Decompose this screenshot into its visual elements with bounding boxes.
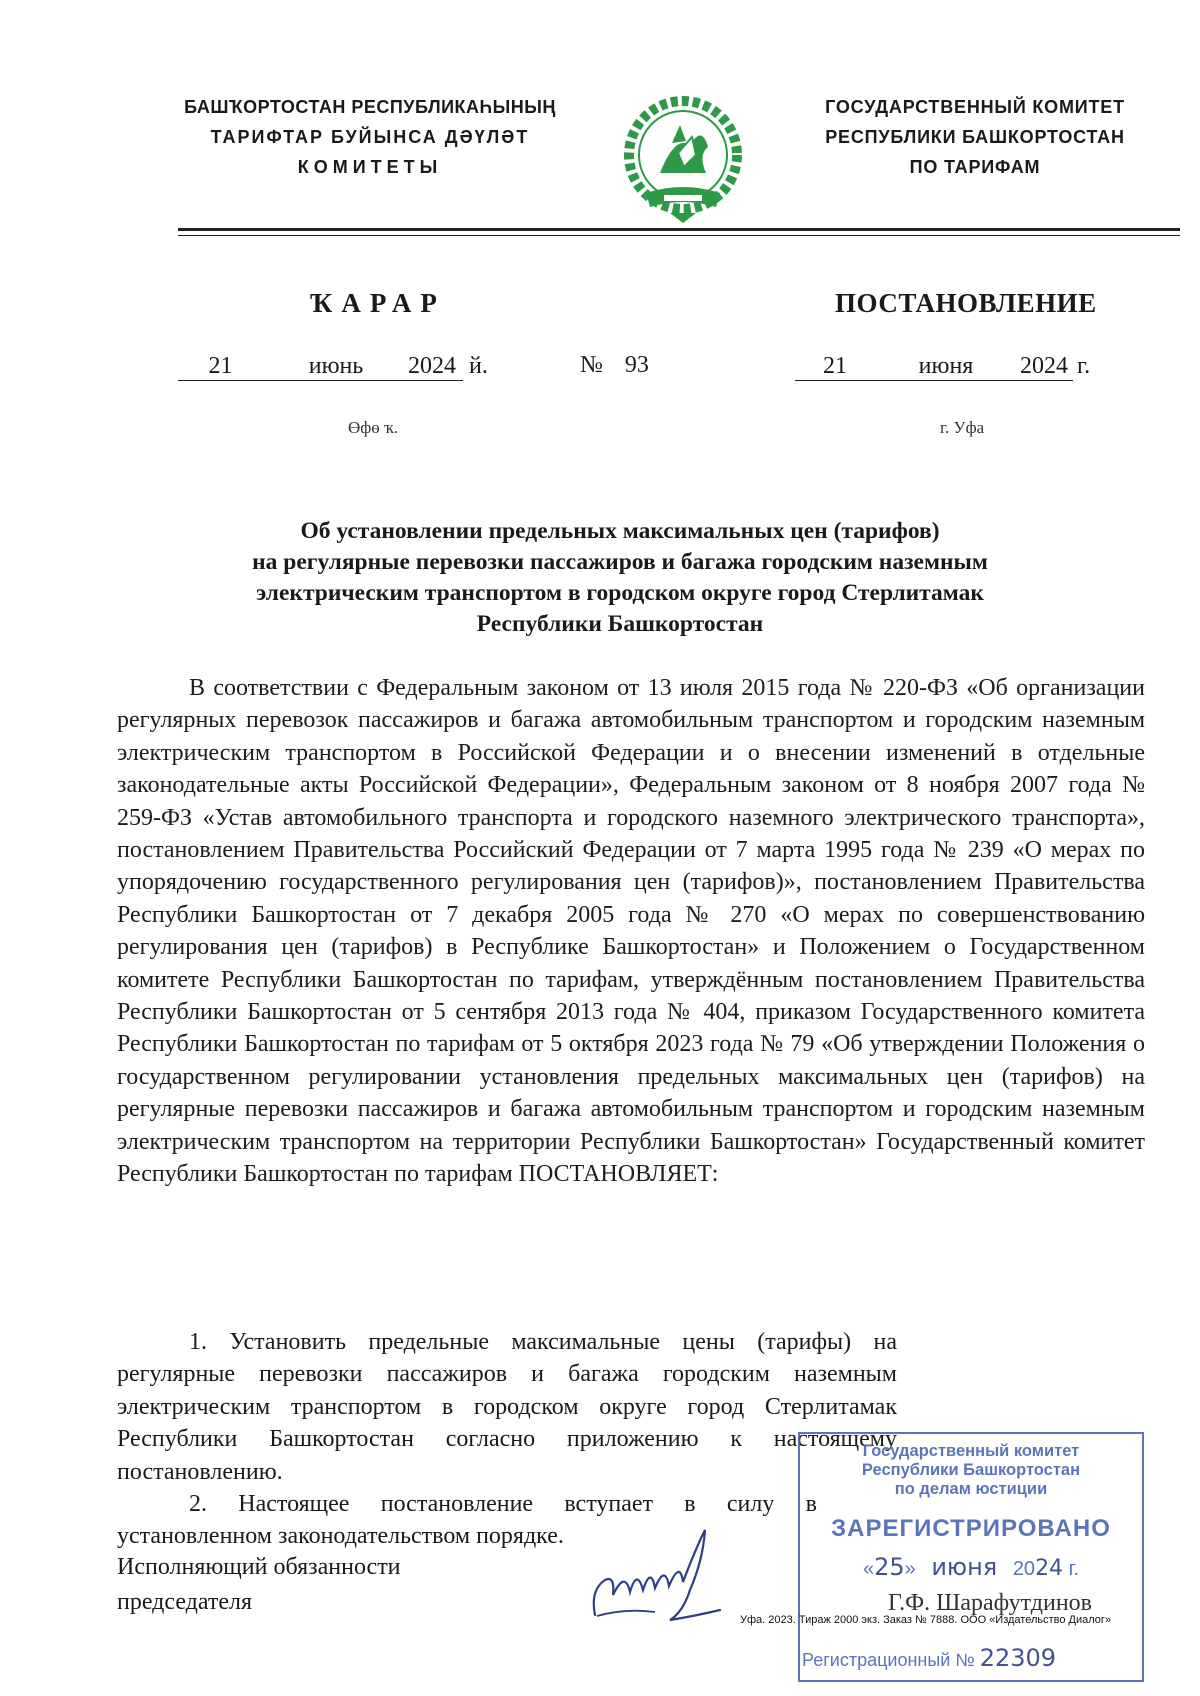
resolution-item-2: 2. Настоящее постановление вступает в силу в установленном законодательством порядке. xyxy=(117,1491,817,1550)
header-right-line: ПО ТАРИФАМ xyxy=(909,157,1041,177)
registration-stamp xyxy=(798,1432,1144,1682)
header-left-line: БАШҠОРТОСТАН РЕСПУБЛИКАҺЫНЫҢ xyxy=(184,97,556,117)
header-divider-thin xyxy=(178,235,1180,236)
resolution-item-1: 1. Установить предельные максимальные цены (тарифы) на регулярные перевозки пассажиров и багажа городским наземным электрическим транспортом в городском округе город Стерлитамак Республики Башкортостан согласно приложению к настоящему постановлению. xyxy=(117,1329,897,1485)
date-right xyxy=(795,352,1090,381)
title-line: на регулярные перевозки пассажиров и багажа городским наземным xyxy=(252,549,988,575)
title-line: Республики Башкортостан xyxy=(476,611,764,637)
stamp-line2: Республики Башкортостан xyxy=(861,1461,1081,1479)
date-right-year: 2024 xyxy=(1015,352,1073,381)
header-divider-thick xyxy=(178,228,1180,231)
date-left xyxy=(178,352,488,381)
date-left-year: 2024 xyxy=(401,352,463,381)
title-line: электрическим транспортом в городском округе город Стерлитамак xyxy=(256,580,984,606)
stamp-registered: ЗАРЕГИСТРИРОВАНО xyxy=(831,1515,1111,1542)
header-left-line: ТАРИФТАР БУЙЫНСА ДӘҮЛӘТ xyxy=(210,127,530,147)
header-left-line: КОМИТЕТЫ xyxy=(297,157,443,177)
city-bashkir: Өфө ҡ. xyxy=(348,418,399,437)
header-right-russian xyxy=(785,92,1165,182)
stamp-reg-value: 22309 xyxy=(979,1644,1057,1672)
number-sign: № xyxy=(580,352,603,378)
number-value: 93 xyxy=(624,352,649,378)
stamp-date-year-prefix: 20 xyxy=(1012,1558,1036,1580)
signature-position xyxy=(117,1550,401,1620)
header-left-bashkir xyxy=(150,92,590,182)
stamp-date-year-suffix: 24 xyxy=(1035,1556,1064,1581)
document-body xyxy=(117,672,1145,1191)
stamp-date: «25» июня 2024 г. xyxy=(862,1553,1080,1581)
date-right-suffix: г. xyxy=(1077,353,1091,379)
position-line2: председателя xyxy=(117,1589,253,1615)
stamp-date-g: г. xyxy=(1068,1558,1080,1580)
doc-type-bashkir: ҠАРАР xyxy=(310,288,446,318)
date-left-suffix: й. xyxy=(469,353,488,379)
date-right-month: июня xyxy=(903,352,989,381)
title-line: Об установлении предельных максимальных цен (тарифов) xyxy=(300,518,940,544)
header-right-line: ГОСУДАРСТВЕННЫЙ КОМИТЕТ xyxy=(825,97,1125,117)
header-right-line: РЕСПУБЛИКИ БАШКОРТОСТАН xyxy=(825,127,1125,147)
stamp-reg-number xyxy=(802,1644,1056,1672)
doc-number xyxy=(580,352,649,379)
doc-type-russian: ПОСТАНОВЛЕНИЕ xyxy=(835,288,1097,318)
bashkortostan-emblem-icon xyxy=(620,95,746,227)
stamp-date-day: 25 xyxy=(874,1553,905,1581)
stamp-line3: по делам юстиции xyxy=(894,1480,1048,1498)
printer-note: Уфа. 2023. Тираж 2000 экз. Заказ № 7888. ООО «Издательство Диалог» xyxy=(740,1614,1112,1626)
date-left-month: июнь xyxy=(291,352,381,381)
date-right-day: 21 xyxy=(795,352,875,381)
signatory-name: Г.Ф. Шарафутдинов xyxy=(888,1590,1092,1616)
position-line1: Исполняющий обязанности xyxy=(117,1554,401,1580)
city-russian: г. Уфа xyxy=(940,418,985,437)
stamp-reg-label: Регистрационный № xyxy=(802,1650,975,1670)
stamp-date-month: июня xyxy=(931,1553,998,1581)
document-title xyxy=(150,516,1090,640)
stamp-line1: Государственный комитет xyxy=(862,1442,1080,1460)
body-paragraph: В соответствии с Федеральным законом от 13 июля 2015 года № 220-ФЗ «Об организации регулярных перевозок пассажиров и багажа автомобильным транспортом и городским наземным электрическим транспортом в Российской Федерации и о внесении изменений в отдельные законодательные акты Российской Федерации», Федеральным законом от 8 ноября 2007 года № 259-ФЗ «Устав автомобильного транспорта и городского наземного электрического транспорта», постановлением Правительства Российский Федерации от 7 марта 1995 года № 239 «О мерах по упорядочению государственного регулирования цен (тарифов)», постановлением Правительства Республики Башкортостан от 7 декабря 2005 года № 270 «О мерах по совершенствованию регулирования цен (тарифов) в Республике Башкортостан» и Положением о Государственном комитете Республики Башкортостан по тарифам, утверждённым постановлением Правительства Республики Башкортостан от 5 сентября 2013 года № 404, приказом Государственного комитета Республики Башкортостан по тарифам от 5 октября 2023 года № 79 «Об утверждении Положения о государственном регулировании установления предельных максимальных цен (тарифов) на регулярные перевозки пассажиров и багажа автомобильным транспортом и городским наземным электрическим транспортом на территории Республики Башкортостан» Государственный комитет Республики Башкортостан по тарифам ПОСТАНОВЛЯЕТ: xyxy=(117,675,1145,1188)
handwritten-signature xyxy=(585,1520,735,1630)
date-left-day: 21 xyxy=(178,352,263,381)
